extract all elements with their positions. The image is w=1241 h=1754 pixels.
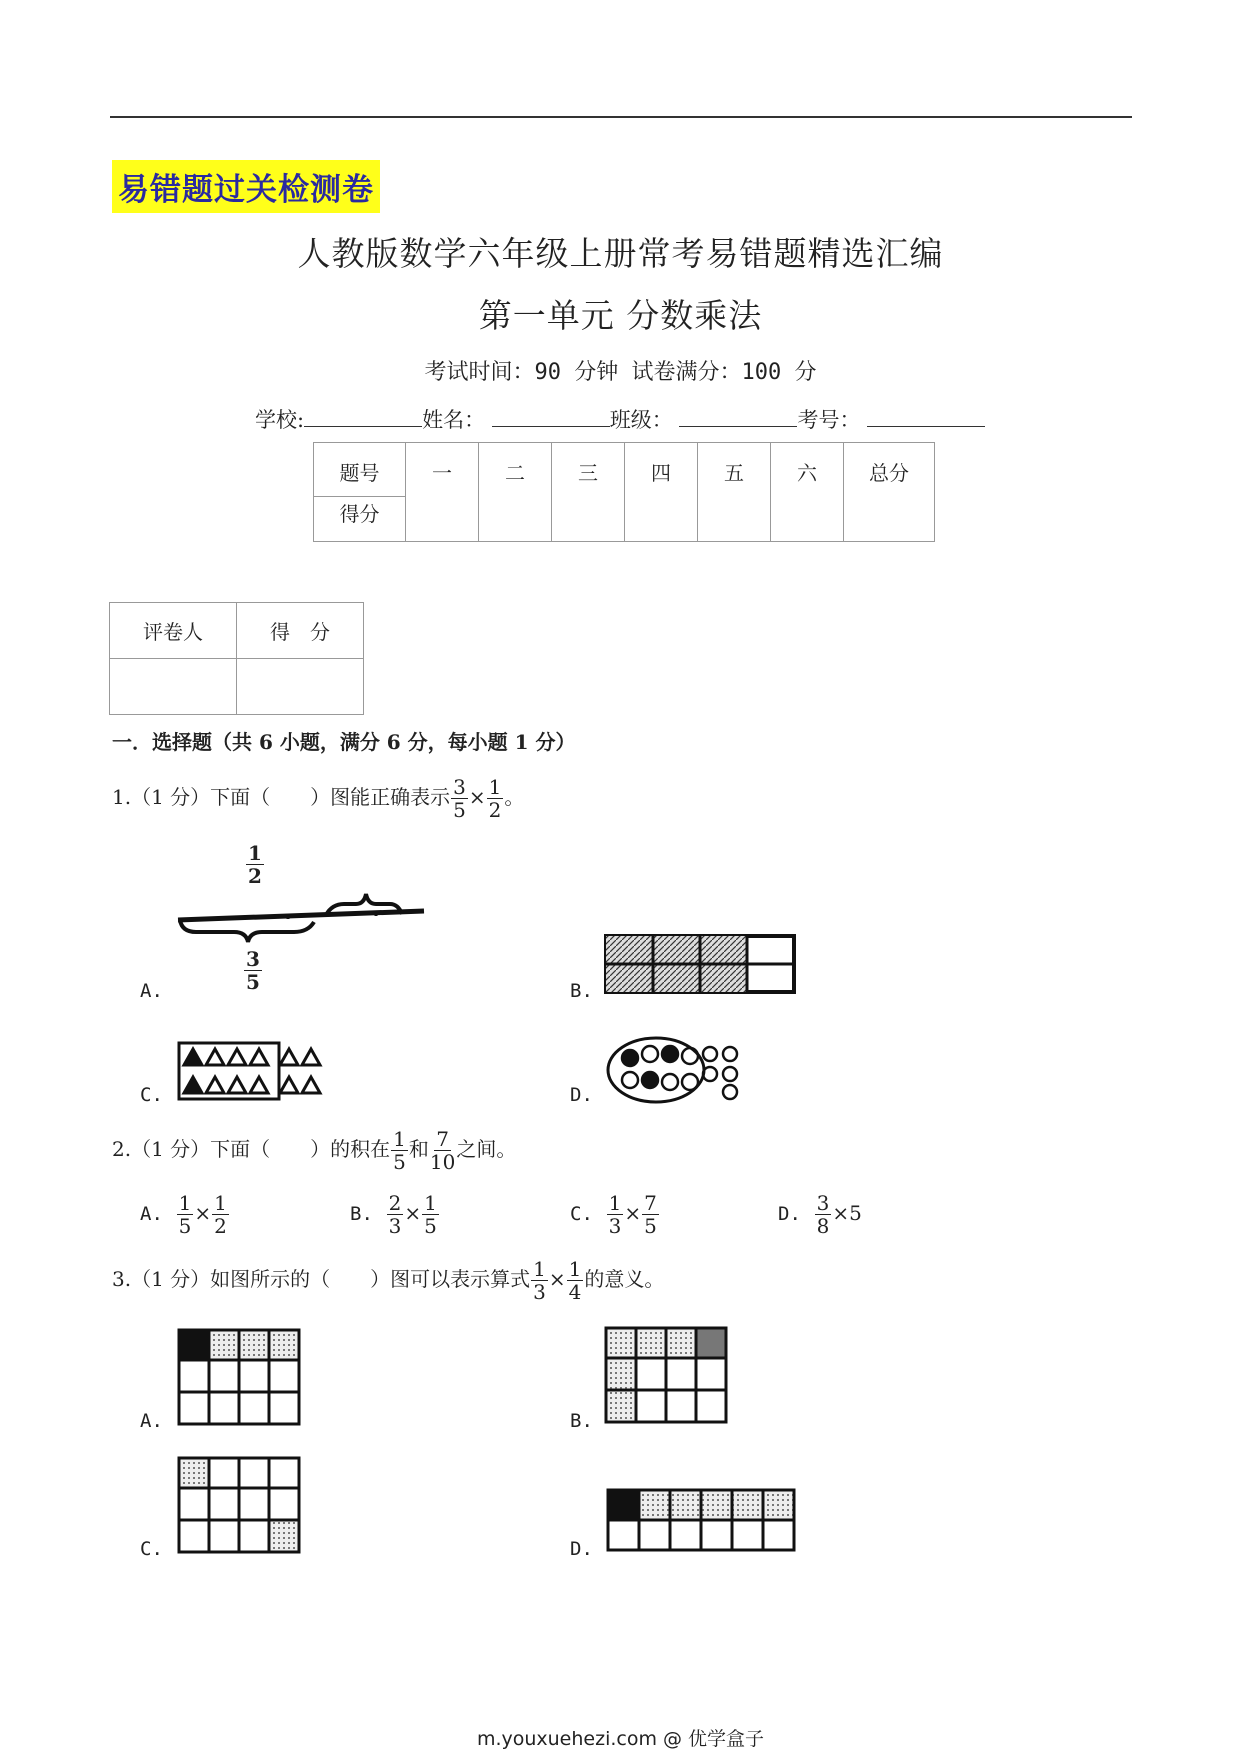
q3-option-a[interactable]: A. bbox=[140, 1410, 163, 1432]
q1-figure-a bbox=[176, 870, 436, 1010]
q3-stem: 3.（1 分）如图所示的（ ）图可以表示算式 bbox=[112, 1267, 531, 1291]
exam-badge: 易错题过关检测卷 bbox=[112, 160, 380, 213]
school-label: 学校: bbox=[255, 408, 305, 432]
score-cell[interactable] bbox=[237, 659, 364, 715]
q1-option-a[interactable]: A. bbox=[140, 980, 163, 1002]
q1-option-d[interactable]: D. bbox=[570, 1084, 593, 1106]
exam-info: 考试时间：90 分钟 试卷满分：100 分 bbox=[424, 360, 817, 385]
footer: m.youxuehezi.com @ 优学盒子 bbox=[476, 1728, 765, 1750]
document-title: 人教版数学六年级上册常考易错题精选汇编 bbox=[297, 234, 944, 273]
q1-figure-d bbox=[604, 1034, 754, 1104]
name-field[interactable] bbox=[492, 408, 610, 427]
fraction: $\frac{7}{10}$ bbox=[429, 1127, 456, 1174]
student-info-line bbox=[255, 404, 985, 434]
question-3: 3.（1 分）如图所示的（ ）图可以表示算式 $\frac{1}{3}$ × $\frac{1}{4}$ 的意义。 bbox=[112, 1257, 665, 1304]
q3-figure-d bbox=[606, 1488, 796, 1554]
score-header-cell: 总分 bbox=[844, 443, 935, 542]
q3-option-d[interactable]: D. bbox=[570, 1538, 593, 1560]
score-label: 得 分 bbox=[237, 603, 364, 659]
question-2: 2.（1 分）下面（ ）的积在 $\frac{1}{5}$ 和 $\frac{7}{10}$ 之间。 bbox=[112, 1127, 517, 1174]
score-header-cell: 五 bbox=[698, 443, 771, 542]
score-table bbox=[313, 442, 935, 542]
q1-figure-b bbox=[604, 934, 796, 996]
q2-option-a[interactable]: A. $\frac{1}{5}$ × $\frac{1}{2}$ bbox=[140, 1191, 227, 1238]
score-header-cell: 题号 bbox=[314, 443, 406, 497]
fig-a-three-fifths-label: $\frac{3}{5}$ bbox=[246, 947, 260, 994]
q2-option-c[interactable]: C. $\frac{1}{3}$ × $\frac{7}{5}$ bbox=[570, 1191, 657, 1238]
question-1: 1.（1 分）下面（ ）图能正确表示 $\frac{3}{5}$ × $\frac{1}{2}$ 。 bbox=[112, 775, 525, 822]
school-field[interactable] bbox=[304, 408, 422, 427]
q3-option-b[interactable]: B. bbox=[570, 1410, 593, 1432]
unit-title: 第一单元 分数乘法 bbox=[478, 296, 763, 335]
grader-label: 评卷人 bbox=[110, 603, 237, 659]
grader-cell[interactable] bbox=[110, 659, 237, 715]
score-table-row bbox=[314, 443, 935, 497]
q3-option-c[interactable]: C. bbox=[140, 1538, 163, 1560]
grader-table bbox=[109, 602, 364, 715]
number-label: 考号： bbox=[797, 408, 861, 432]
score-header-cell: 二 bbox=[479, 443, 552, 542]
class-field[interactable] bbox=[679, 408, 797, 427]
times-sign: × bbox=[468, 785, 486, 809]
q2-option-b[interactable]: B. $\frac{2}{3}$ × $\frac{1}{5}$ bbox=[350, 1191, 437, 1238]
score-header-cell: 一 bbox=[406, 443, 479, 542]
q2-option-d[interactable]: D. $\frac{3}{8}$ ×5 bbox=[778, 1191, 862, 1238]
fraction: $\frac{1}{2}$ bbox=[488, 775, 502, 822]
class-label: 班级： bbox=[609, 408, 673, 432]
section-heading: 一．选择题（共 6 小题，满分 6 分，每小题 1 分） bbox=[112, 730, 576, 754]
fraction: $\frac{3}{5}$ bbox=[453, 775, 466, 822]
name-label: 姓名： bbox=[422, 408, 486, 432]
q1-stem: 1.（1 分）下面（ ）图能正确表示 bbox=[112, 785, 451, 809]
score-header-cell: 六 bbox=[771, 443, 844, 542]
q1-option-b[interactable]: B. bbox=[570, 980, 593, 1002]
score-row-label: 得分 bbox=[314, 497, 406, 542]
q3-figure-b bbox=[604, 1326, 730, 1426]
fraction: $\frac{1}{5}$ bbox=[393, 1127, 406, 1174]
q2-stem: 2.（1 分）下面（ ）的积在 bbox=[112, 1137, 391, 1161]
fraction: $\frac{1}{3}$ bbox=[533, 1257, 546, 1304]
number-field[interactable] bbox=[867, 408, 985, 427]
q1-figure-c bbox=[176, 1040, 346, 1102]
score-header-cell: 四 bbox=[625, 443, 698, 542]
fig-a-half-label: $\frac{1}{2}$ bbox=[248, 841, 262, 888]
q3-figure-c bbox=[177, 1456, 301, 1556]
fraction: $\frac{1}{4}$ bbox=[568, 1257, 582, 1304]
score-header-cell: 三 bbox=[552, 443, 625, 542]
top-rule bbox=[110, 116, 1132, 118]
q3-figure-a bbox=[177, 1328, 301, 1428]
q1-option-c[interactable]: C. bbox=[140, 1084, 163, 1106]
